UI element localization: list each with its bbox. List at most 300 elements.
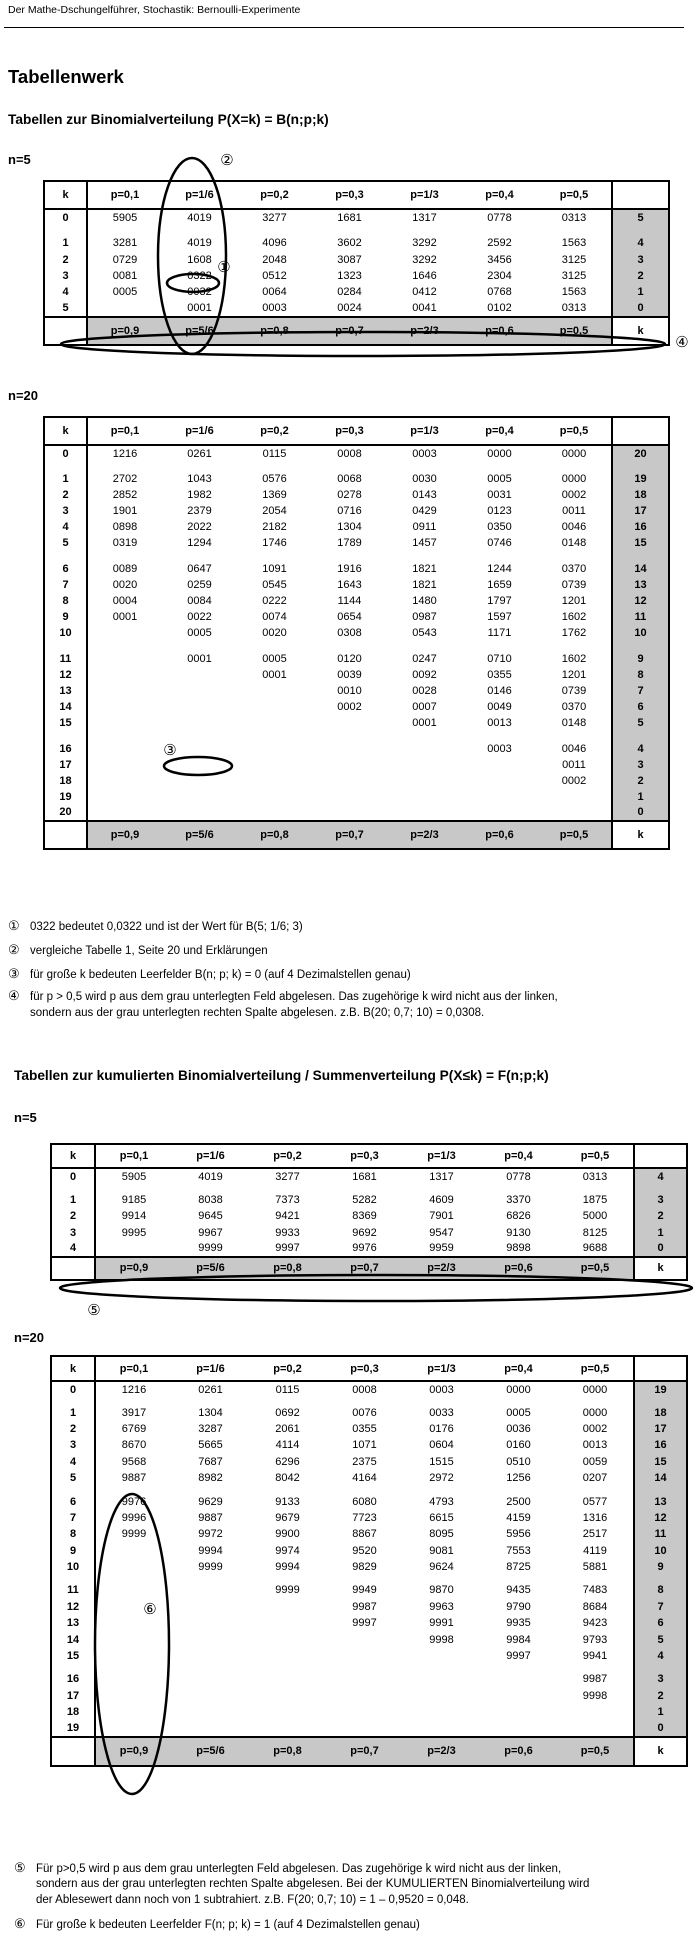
row-k-right: 4: [612, 741, 669, 757]
row-k-right: 17: [634, 1421, 687, 1437]
note-4-symbol: ④: [8, 988, 20, 1003]
footer-cell-p: p=0,5: [537, 821, 612, 849]
table-cell: 0046: [561, 520, 587, 533]
table-cell: 1746: [262, 537, 287, 550]
table-cell: 9941: [582, 1650, 608, 1663]
table-cell: 0370: [561, 562, 587, 575]
spacer-cell: [537, 225, 612, 235]
spacer-cell: [162, 641, 237, 651]
table-cell: [162, 667, 237, 683]
table-row: [44, 741, 669, 757]
table-row: [51, 1470, 687, 1486]
note-3-text: für große k bedeuten Leerfelder B(n; p; k) = 0 (auf 4 Dezimalstellen genau): [30, 969, 411, 981]
table-cell: 9679: [275, 1511, 300, 1524]
section-title-cumulative: Tabellen zur kumulierten Binomialverteilung / Summenverteilung P(X≤k) = F(n;p;k): [14, 1068, 549, 1083]
table-cell: 0143: [412, 488, 437, 501]
header-cell-p: p=1/3: [387, 417, 462, 445]
table-cell: [249, 1671, 326, 1687]
row-k: 4: [51, 1241, 95, 1257]
table-cell: 7687: [198, 1455, 223, 1468]
row-k: 4: [51, 1454, 95, 1470]
header-cell-p: p=0,3: [326, 1144, 403, 1168]
table-cell: 9994: [275, 1561, 300, 1574]
row-k-right: 5: [634, 1631, 687, 1647]
table-cell: 0002: [582, 1422, 608, 1435]
table-cell: [326, 1648, 403, 1664]
spacer-cell: [612, 641, 669, 651]
table-cell: 0002: [561, 488, 587, 501]
table-cell: 2061: [275, 1422, 300, 1435]
table-cell: 0005: [112, 286, 138, 299]
table-cell: 3456: [487, 253, 512, 266]
table-cell: 9997: [275, 1242, 300, 1255]
spacer-cell: [403, 1397, 480, 1404]
row-k: 8: [51, 1526, 95, 1542]
table-cell: 6296: [275, 1455, 300, 1468]
footer-cell-p: p=0,9: [87, 317, 162, 345]
spacer-cell: [326, 1664, 403, 1671]
table-cell: 0778: [506, 1170, 531, 1183]
table-cell: [87, 789, 162, 805]
table-cell: [95, 1688, 172, 1704]
footer-cell-p: p=2/3: [403, 1737, 480, 1766]
table-row: [51, 1208, 687, 1224]
table-cell: 0654: [337, 610, 362, 623]
table-cell: 1515: [429, 1455, 454, 1468]
header-cell-k-right: [634, 1356, 687, 1381]
table-cell: 1216: [121, 1383, 147, 1396]
table-cell: 0261: [187, 447, 212, 460]
table-cell: 0036: [506, 1422, 531, 1435]
table-cell: 1294: [187, 537, 212, 550]
table-cell: [95, 1671, 172, 1687]
footer-cell-p: p=0,7: [326, 1737, 403, 1766]
table-cell: 1681: [337, 211, 362, 224]
row-k: 18: [51, 1704, 95, 1720]
table-cell: 1821: [412, 578, 437, 591]
table-cell: 2379: [187, 504, 212, 517]
row-k: 15: [44, 715, 87, 731]
table-cell: 1646: [412, 270, 437, 283]
table-cell: [237, 699, 312, 715]
table-cell: [462, 789, 537, 805]
table-cell: 7553: [506, 1544, 531, 1557]
spacer-cell: [172, 1486, 249, 1493]
row-k: 8: [44, 593, 87, 609]
table-cell: 0001: [187, 302, 212, 315]
spacer-cell: [462, 461, 537, 471]
footer-cell-p: p=0,8: [249, 1257, 326, 1280]
spacer-cell: [249, 1397, 326, 1404]
table-cell: [87, 715, 162, 731]
footer-cell-empty: [44, 821, 87, 849]
table-label-cum-n5: n=5: [14, 1110, 37, 1125]
spacer-cell: [612, 461, 669, 471]
table-cell: 9185: [121, 1194, 147, 1207]
row-k: 3: [51, 1437, 95, 1453]
row-k-right: 2: [634, 1208, 687, 1224]
note-3: [8, 966, 411, 983]
row-k: 9: [44, 609, 87, 625]
row-k-right: 13: [634, 1493, 687, 1509]
table-cell: 8095: [429, 1528, 454, 1541]
spacer-cell: [312, 551, 387, 561]
table-cell: [312, 741, 387, 757]
table-header-row: [51, 1356, 687, 1381]
table-cell: 0020: [262, 626, 287, 639]
table-cell: 9887: [121, 1472, 147, 1485]
table-cell: 0001: [262, 668, 287, 681]
spacer-cell: [162, 461, 237, 471]
row-k: 2: [44, 487, 87, 503]
footer-cell-p: p=5/6: [172, 1257, 249, 1280]
table-cell: [312, 757, 387, 773]
table-cell: [326, 1704, 403, 1720]
spacer-cell: [326, 1575, 403, 1582]
spacer-cell: [249, 1184, 326, 1192]
table-row: [44, 445, 669, 461]
header-cell-p: p=0,2: [249, 1356, 326, 1381]
table-cell: [537, 789, 612, 805]
table-cell: 0739: [561, 578, 587, 591]
row-k: 17: [51, 1688, 95, 1704]
row-k-right: 8: [612, 667, 669, 683]
table-cell: [95, 1559, 172, 1575]
table-cell: 1916: [337, 562, 362, 575]
annotation-marker-5: ⑤: [87, 1302, 101, 1319]
annotation-marker-3: ③: [163, 742, 177, 759]
spacer-cell: [557, 1664, 634, 1671]
table-cell: 9645: [198, 1210, 223, 1223]
table-row: [44, 715, 669, 731]
spacer-cell: [634, 1486, 687, 1493]
table-cell: [480, 1720, 557, 1736]
table-cell: 1244: [487, 562, 512, 575]
row-k-right: 0: [612, 300, 669, 316]
table-cell: 1171: [487, 626, 512, 639]
spacer-cell: [237, 731, 312, 741]
spacer-cell: [162, 551, 237, 561]
row-k: 12: [44, 667, 87, 683]
row-k-right: 12: [634, 1510, 687, 1526]
spacer-cell: [634, 1575, 687, 1582]
row-k-right: 9: [612, 651, 669, 667]
table-cell: 1304: [337, 520, 362, 533]
table-cell: 8042: [275, 1472, 300, 1485]
table-row: [44, 683, 669, 699]
table-cell: [172, 1688, 249, 1704]
table-cell: 0076: [352, 1406, 377, 1419]
table-cell: 5956: [506, 1528, 531, 1541]
spacer-cell: [462, 551, 537, 561]
table-cell: 9999: [275, 1584, 300, 1597]
table-cell: 9976: [352, 1242, 377, 1255]
table-cell: [387, 805, 462, 821]
table-cell: 9963: [429, 1600, 454, 1613]
table-cell: 2048: [262, 253, 287, 266]
row-k: 10: [51, 1559, 95, 1575]
spacer-cell: [480, 1397, 557, 1404]
spacer-cell: [51, 1184, 95, 1192]
table-cell: [249, 1631, 326, 1647]
row-k-right: 19: [634, 1381, 687, 1397]
row-k: 10: [44, 625, 87, 641]
table-row: [44, 300, 669, 316]
spacer-cell: [249, 1486, 326, 1493]
table-cell: 0008: [337, 447, 362, 460]
table-row: [51, 1192, 687, 1208]
note-6: [14, 1916, 420, 1933]
table-cell: 9914: [121, 1210, 147, 1223]
spacer-cell: [162, 731, 237, 741]
table-cell: 9547: [429, 1226, 454, 1239]
table-cell: 7901: [429, 1210, 454, 1223]
table-row: [44, 252, 669, 268]
row-k-right: 4: [634, 1648, 687, 1664]
table-cell: [557, 1704, 634, 1720]
header-cell-p: p=0,3: [326, 1356, 403, 1381]
row-k: 9: [51, 1543, 95, 1559]
table-cell: 8982: [198, 1472, 223, 1485]
page-title: Tabellenwerk: [8, 66, 124, 87]
table-row: [44, 284, 669, 300]
spacer-cell: [237, 225, 312, 235]
header-cell-p: p=0,4: [480, 1144, 557, 1168]
binomial-table-0: [43, 180, 670, 346]
table-cell: 0313: [561, 302, 587, 315]
table-row: [44, 609, 669, 625]
header-cell-p: p=0,2: [237, 417, 312, 445]
table-cell: 3277: [262, 211, 287, 224]
spacer-cell: [326, 1397, 403, 1404]
table-cell: 0355: [352, 1422, 377, 1435]
row-k-right: 3: [612, 252, 669, 268]
table-cell: 0987: [412, 610, 437, 623]
table-cell: 1602: [561, 610, 587, 623]
table-cell: 1597: [487, 610, 512, 623]
spacer-cell: [480, 1184, 557, 1192]
table-cell: 3370: [506, 1194, 531, 1207]
row-k: 3: [44, 503, 87, 519]
table-cell: 0003: [487, 742, 512, 755]
table-cell: 3287: [198, 1422, 223, 1435]
row-k: 1: [51, 1192, 95, 1208]
table-cell: 0911: [412, 520, 437, 533]
table-cell: 0146: [487, 684, 512, 697]
row-k: 7: [44, 577, 87, 593]
table-row: [51, 1720, 687, 1736]
table-cell: [95, 1615, 172, 1631]
spacer-cell: [480, 1575, 557, 1582]
table-cell: [172, 1671, 249, 1687]
table-footer-row: [51, 1737, 687, 1766]
row-k: 7: [51, 1510, 95, 1526]
row-k: 6: [44, 561, 87, 577]
table-cell: 0013: [582, 1439, 608, 1452]
note-2-symbol: ②: [8, 942, 20, 957]
table-cell: 5905: [112, 211, 138, 224]
row-k-right: 18: [612, 487, 669, 503]
header-cell-p: p=0,4: [480, 1356, 557, 1381]
table-row: [51, 1381, 687, 1397]
header-cell-k-right: [612, 181, 669, 209]
table-cell: 4609: [429, 1194, 454, 1207]
table-cell: 1317: [412, 211, 437, 224]
spacer-cell: [95, 1184, 172, 1192]
table-row: [44, 699, 669, 715]
spacer-cell: [537, 641, 612, 651]
spacer-cell: [87, 461, 162, 471]
spacer-cell: [51, 1397, 95, 1404]
table-cell: [237, 741, 312, 757]
spacer-cell: [387, 461, 462, 471]
table-cell: 0898: [112, 520, 138, 533]
footer-cell-p: p=0,9: [95, 1257, 172, 1280]
table-cell: 0577: [582, 1495, 608, 1508]
footer-cell-empty: [51, 1737, 95, 1766]
table-cell: 1602: [561, 652, 587, 665]
table-cell: [87, 773, 162, 789]
spacer-cell: [557, 1397, 634, 1404]
header-cell-k-right: [612, 417, 669, 445]
row-k-right: 1: [634, 1225, 687, 1241]
header-cell-k: k: [44, 417, 87, 445]
footer-cell-k: k: [612, 821, 669, 849]
table-spacer-row: [44, 461, 669, 471]
row-k: 4: [44, 519, 87, 535]
table-cell: 9898: [506, 1242, 531, 1255]
table-cell: 0160: [506, 1439, 531, 1452]
table-cell: [403, 1688, 480, 1704]
table-cell: 9976: [121, 1495, 147, 1508]
table-cell: 0028: [412, 684, 437, 697]
table-cell: 9991: [429, 1617, 454, 1630]
table-cell: 1797: [487, 594, 512, 607]
table-cell: 3292: [412, 237, 437, 250]
table-spacer-row: [44, 731, 669, 741]
spacer-cell: [312, 641, 387, 651]
table-cell: 0003: [429, 1383, 454, 1396]
table-cell: 0543: [412, 626, 437, 639]
spacer-cell: [312, 225, 387, 235]
table-row: [44, 805, 669, 821]
table-cell: [557, 1720, 634, 1736]
table-cell: 0020: [112, 578, 138, 591]
spacer-cell: [312, 461, 387, 471]
table-cell: [387, 757, 462, 773]
table-cell: [162, 683, 237, 699]
table-cell: 0004: [112, 594, 138, 607]
table-cell: 0003: [412, 447, 437, 460]
header-cell-k: k: [51, 1144, 95, 1168]
table-cell: [95, 1599, 172, 1615]
table-cell: 0011: [562, 758, 586, 771]
spacer-cell: [87, 225, 162, 235]
header-cell-p: p=1/3: [403, 1356, 480, 1381]
spacer-cell: [403, 1664, 480, 1671]
table-cell: [237, 773, 312, 789]
table-cell: 9421: [275, 1210, 300, 1223]
table-cell: 1144: [337, 594, 362, 607]
spacer-cell: [537, 731, 612, 741]
table-row: [44, 789, 669, 805]
table-cell: 1875: [582, 1194, 608, 1207]
row-k-right: 11: [634, 1526, 687, 1542]
header-cell-p: p=0,1: [95, 1144, 172, 1168]
table-cell: 4119: [583, 1544, 607, 1557]
row-k-right: 15: [612, 535, 669, 551]
row-k: 0: [51, 1168, 95, 1184]
note-5-symbol: ⑤: [14, 1860, 26, 1875]
table-row: [51, 1559, 687, 1575]
row-k-right: 5: [612, 209, 669, 225]
table-row: [44, 503, 669, 519]
table-cell: [95, 1704, 172, 1720]
table-cell: 8670: [121, 1439, 147, 1452]
footer-cell-p: p=0,5: [557, 1257, 634, 1280]
table-cell: 0370: [561, 700, 587, 713]
table-row: [51, 1543, 687, 1559]
table-cell: 9887: [198, 1511, 223, 1524]
table-cell: 2517: [582, 1528, 608, 1541]
row-k-right: 16: [612, 519, 669, 535]
table-row: [44, 268, 669, 284]
table-row: [51, 1225, 687, 1241]
page-header: Der Mathe-Dschungelführer, Stochastik: Bernoulli-Experimente: [8, 4, 301, 16]
footer-cell-p: p=0,5: [557, 1737, 634, 1766]
table-cell: [95, 1582, 172, 1598]
spacer-cell: [462, 225, 537, 235]
table-cell: 9900: [275, 1528, 300, 1541]
row-k-right: 6: [634, 1615, 687, 1631]
table-cell: 0005: [262, 652, 287, 665]
spacer-cell: [537, 461, 612, 471]
table-cell: 0247: [412, 652, 437, 665]
header-cell-p: p=0,5: [537, 417, 612, 445]
footer-cell-p: p=0,8: [237, 821, 312, 849]
table-cell: 3292: [412, 253, 437, 266]
table-cell: 3125: [561, 270, 587, 283]
table-cell: [312, 715, 387, 731]
table-row: [44, 561, 669, 577]
table-row: [44, 487, 669, 503]
footer-cell-p: p=0,6: [462, 821, 537, 849]
header-cell-p: p=1/6: [172, 1356, 249, 1381]
table-cell: 0308: [337, 626, 362, 639]
row-k: 16: [51, 1671, 95, 1687]
table-row: [44, 577, 669, 593]
table-row: [51, 1704, 687, 1720]
table-cell: 0123: [487, 504, 512, 517]
table-row: [44, 773, 669, 789]
table-row: [51, 1526, 687, 1542]
table-cell: 9423: [582, 1617, 608, 1630]
row-k: 0: [44, 445, 87, 461]
table-cell: [95, 1648, 172, 1664]
row-k-right: 0: [634, 1720, 687, 1736]
table-cell: 9870: [429, 1584, 454, 1597]
table-cell: 4114: [275, 1439, 300, 1452]
table-cell: 8725: [506, 1561, 531, 1574]
spacer-cell: [612, 551, 669, 561]
table-cell: 9984: [506, 1633, 531, 1646]
table-cell: 1789: [337, 537, 362, 550]
table-cell: 0084: [187, 594, 212, 607]
table-cell: [387, 741, 462, 757]
table-cell: [312, 789, 387, 805]
note-1-text: 0322 bedeutet 0,0322 und ist der Wert für B(5; 1/6; 3): [30, 921, 303, 933]
table-row: [44, 593, 669, 609]
